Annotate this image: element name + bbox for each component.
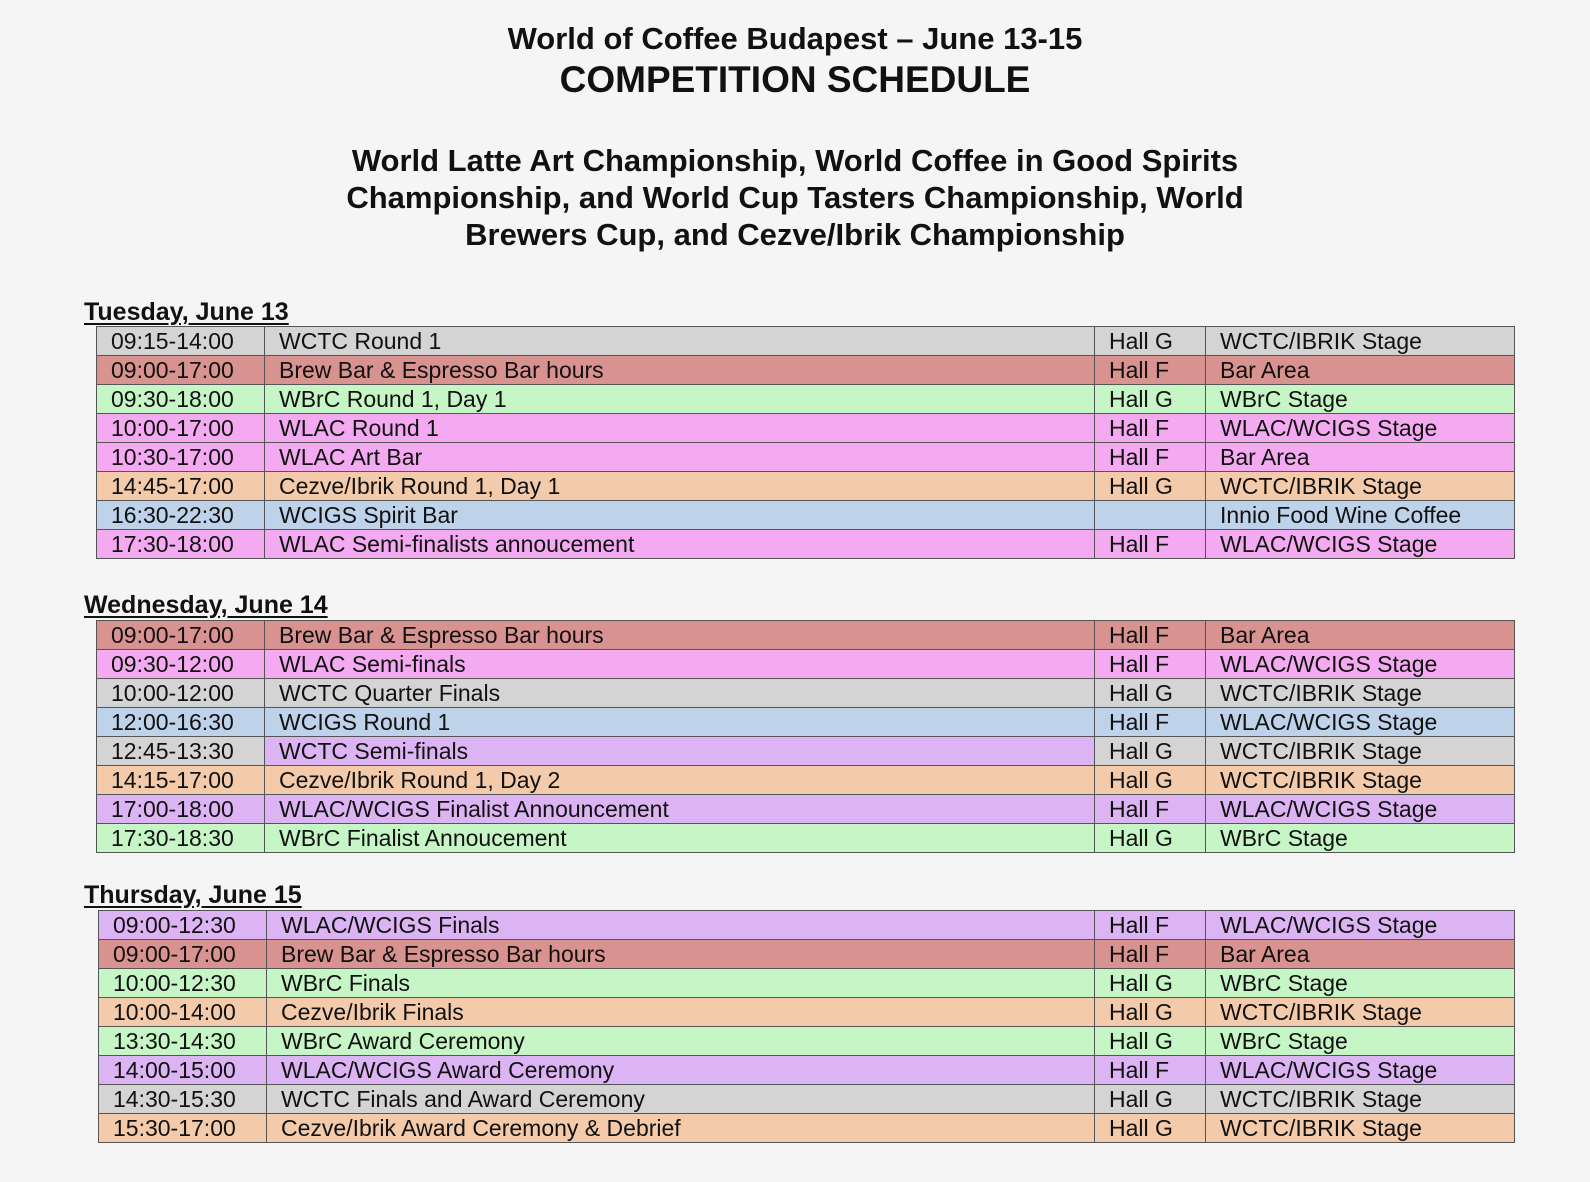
venue-cell: Bar Area (1206, 443, 1515, 472)
hall-cell: Hall F (1095, 356, 1206, 385)
hall-cell: Hall G (1095, 998, 1206, 1027)
event-cell: WLAC/WCIGS Finals (267, 911, 1095, 940)
subtitle-line: Brewers Cup, and Cezve/Ibrik Championship (465, 217, 1125, 252)
time-cell: 09:30-18:00 (97, 385, 265, 414)
venue-cell: WBrC Stage (1206, 385, 1515, 414)
subtitle-line: Championship, and World Cup Tasters Championship, World (346, 180, 1244, 215)
time-cell: 09:15-14:00 (97, 327, 265, 356)
hall-cell (1095, 501, 1206, 530)
time-cell: 10:00-12:00 (97, 679, 265, 708)
hall-cell: Hall G (1095, 766, 1206, 795)
day-heading-thursday: Thursday, June 15 (84, 881, 302, 909)
venue-cell: WLAC/WCIGS Stage (1206, 530, 1515, 559)
venue-cell: WCTC/IBRIK Stage (1206, 679, 1515, 708)
time-cell: 09:30-12:00 (97, 650, 265, 679)
schedule-row (97, 327, 1515, 356)
venue-cell: WBrC Stage (1206, 824, 1515, 853)
hall-cell: Hall G (1095, 824, 1206, 853)
schedule-row (99, 1114, 1515, 1143)
schedule-row (97, 650, 1515, 679)
time-cell: 10:00-17:00 (97, 414, 265, 443)
time-cell: 10:00-12:30 (99, 969, 267, 998)
event-cell: Brew Bar & Espresso Bar hours (267, 940, 1095, 969)
event-cell: WLAC/WCIGS Award Ceremony (267, 1056, 1095, 1085)
venue-cell: WCTC/IBRIK Stage (1206, 1085, 1515, 1114)
time-cell: 17:30-18:00 (97, 530, 265, 559)
schedule-row (97, 824, 1515, 853)
event-cell: WLAC Round 1 (265, 414, 1095, 443)
venue-cell: WCTC/IBRIK Stage (1206, 737, 1515, 766)
time-cell: 14:45-17:00 (97, 472, 265, 501)
hall-cell: Hall F (1095, 650, 1206, 679)
venue-cell: WCTC/IBRIK Stage (1206, 327, 1515, 356)
time-cell: 16:30-22:30 (97, 501, 265, 530)
hall-cell: Hall F (1095, 621, 1206, 650)
hall-cell: Hall F (1095, 414, 1206, 443)
venue-cell: WCTC/IBRIK Stage (1206, 472, 1515, 501)
schedule-row (99, 998, 1515, 1027)
time-cell: 17:30-18:30 (97, 824, 265, 853)
hall-cell: Hall G (1095, 737, 1206, 766)
venue-cell: WBrC Stage (1206, 969, 1515, 998)
venue-cell: WLAC/WCIGS Stage (1206, 414, 1515, 443)
schedule-row (99, 940, 1515, 969)
event-cell: Cezve/Ibrik Round 1, Day 1 (265, 472, 1095, 501)
schedule-row (99, 911, 1515, 940)
event-cell: WLAC/WCIGS Finalist Announcement (265, 795, 1095, 824)
venue-cell: WCTC/IBRIK Stage (1206, 998, 1515, 1027)
document-title: World of Coffee Budapest – June 13-15 (507, 21, 1083, 56)
schedule-row (97, 385, 1515, 414)
time-cell: 13:30-14:30 (99, 1027, 267, 1056)
venue-cell: Bar Area (1206, 621, 1515, 650)
schedule-row (97, 766, 1515, 795)
venue-cell: Innio Food Wine Coffee (1206, 501, 1515, 530)
event-cell: WCIGS Round 1 (265, 708, 1095, 737)
time-cell: 14:30-15:30 (99, 1085, 267, 1114)
hall-cell: Hall G (1095, 1085, 1206, 1114)
venue-cell: WCTC/IBRIK Stage (1206, 766, 1515, 795)
event-cell: WCTC Quarter Finals (265, 679, 1095, 708)
schedule-table-thursday (98, 910, 1515, 1143)
event-cell: Cezve/Ibrik Award Ceremony & Debrief (267, 1114, 1095, 1143)
schedule-row (97, 472, 1515, 501)
schedule-row (99, 1056, 1515, 1085)
schedule-row (99, 1085, 1515, 1114)
hall-cell: Hall G (1095, 1114, 1206, 1143)
event-cell: WLAC Semi-finals (265, 650, 1095, 679)
event-cell: WLAC Art Bar (265, 443, 1095, 472)
venue-cell: WLAC/WCIGS Stage (1206, 911, 1515, 940)
event-cell: WLAC Semi-finalists annoucement (265, 530, 1095, 559)
time-cell: 17:00-18:00 (97, 795, 265, 824)
schedule-row (97, 443, 1515, 472)
schedule-row (97, 414, 1515, 443)
schedule-row (97, 621, 1515, 650)
schedule-row (97, 530, 1515, 559)
time-cell: 09:00-12:30 (99, 911, 267, 940)
event-cell: WCTC Finals and Award Ceremony (267, 1085, 1095, 1114)
time-cell: 09:00-17:00 (99, 940, 267, 969)
venue-cell: WLAC/WCIGS Stage (1206, 1056, 1515, 1085)
subtitle (0, 142, 1590, 253)
venue-cell: Bar Area (1206, 940, 1515, 969)
venue-cell: WLAC/WCIGS Stage (1206, 795, 1515, 824)
schedule-row (97, 795, 1515, 824)
schedule-row (97, 679, 1515, 708)
schedule-row (97, 737, 1515, 766)
hall-cell: Hall G (1095, 1027, 1206, 1056)
hall-cell: Hall F (1095, 940, 1206, 969)
schedule-table-wednesday (96, 620, 1515, 853)
time-cell: 12:00-16:30 (97, 708, 265, 737)
schedule-title: COMPETITION SCHEDULE (559, 59, 1031, 100)
hall-cell: Hall G (1095, 327, 1206, 356)
event-cell: WBrC Round 1, Day 1 (265, 385, 1095, 414)
venue-cell: WLAC/WCIGS Stage (1206, 708, 1515, 737)
hall-cell: Hall F (1095, 795, 1206, 824)
schedule-row (97, 356, 1515, 385)
schedule-row (99, 1027, 1515, 1056)
schedule-row (97, 708, 1515, 737)
event-cell: WBrC Finalist Annoucement (265, 824, 1095, 853)
time-cell: 15:30-17:00 (99, 1114, 267, 1143)
hall-cell: Hall F (1095, 708, 1206, 737)
hall-cell: Hall G (1095, 679, 1206, 708)
day-heading-tuesday: Tuesday, June 13 (84, 298, 289, 326)
event-cell: WBrC Finals (267, 969, 1095, 998)
hall-cell: Hall F (1095, 530, 1206, 559)
event-cell: Brew Bar & Espresso Bar hours (265, 621, 1095, 650)
venue-cell: Bar Area (1206, 356, 1515, 385)
venue-cell: WCTC/IBRIK Stage (1206, 1114, 1515, 1143)
event-cell: Brew Bar & Espresso Bar hours (265, 356, 1095, 385)
hall-cell: Hall F (1095, 911, 1206, 940)
venue-cell: WLAC/WCIGS Stage (1206, 650, 1515, 679)
hall-cell: Hall G (1095, 385, 1206, 414)
time-cell: 10:30-17:00 (97, 443, 265, 472)
event-cell: WCTC Semi-finals (265, 737, 1095, 766)
event-cell: WCTC Round 1 (265, 327, 1095, 356)
hall-cell: Hall F (1095, 1056, 1206, 1085)
hall-cell: Hall G (1095, 969, 1206, 998)
hall-cell: Hall G (1095, 472, 1206, 501)
time-cell: 14:15-17:00 (97, 766, 265, 795)
event-cell: Cezve/Ibrik Finals (267, 998, 1095, 1027)
time-cell: 09:00-17:00 (97, 356, 265, 385)
time-cell: 09:00-17:00 (97, 621, 265, 650)
time-cell: 14:00-15:00 (99, 1056, 267, 1085)
event-cell: WCIGS Spirit Bar (265, 501, 1095, 530)
subtitle-line: World Latte Art Championship, World Coffee in Good Spirits (351, 143, 1239, 178)
event-cell: WBrC Award Ceremony (267, 1027, 1095, 1056)
hall-cell: Hall F (1095, 443, 1206, 472)
schedule-row (99, 969, 1515, 998)
schedule-row (97, 501, 1515, 530)
venue-cell: WBrC Stage (1206, 1027, 1515, 1056)
time-cell: 10:00-14:00 (99, 998, 267, 1027)
schedule-table-tuesday (96, 326, 1515, 559)
event-cell: Cezve/Ibrik Round 1, Day 2 (265, 766, 1095, 795)
day-heading-wednesday: Wednesday, June 14 (84, 591, 328, 619)
time-cell: 12:45-13:30 (97, 737, 265, 766)
